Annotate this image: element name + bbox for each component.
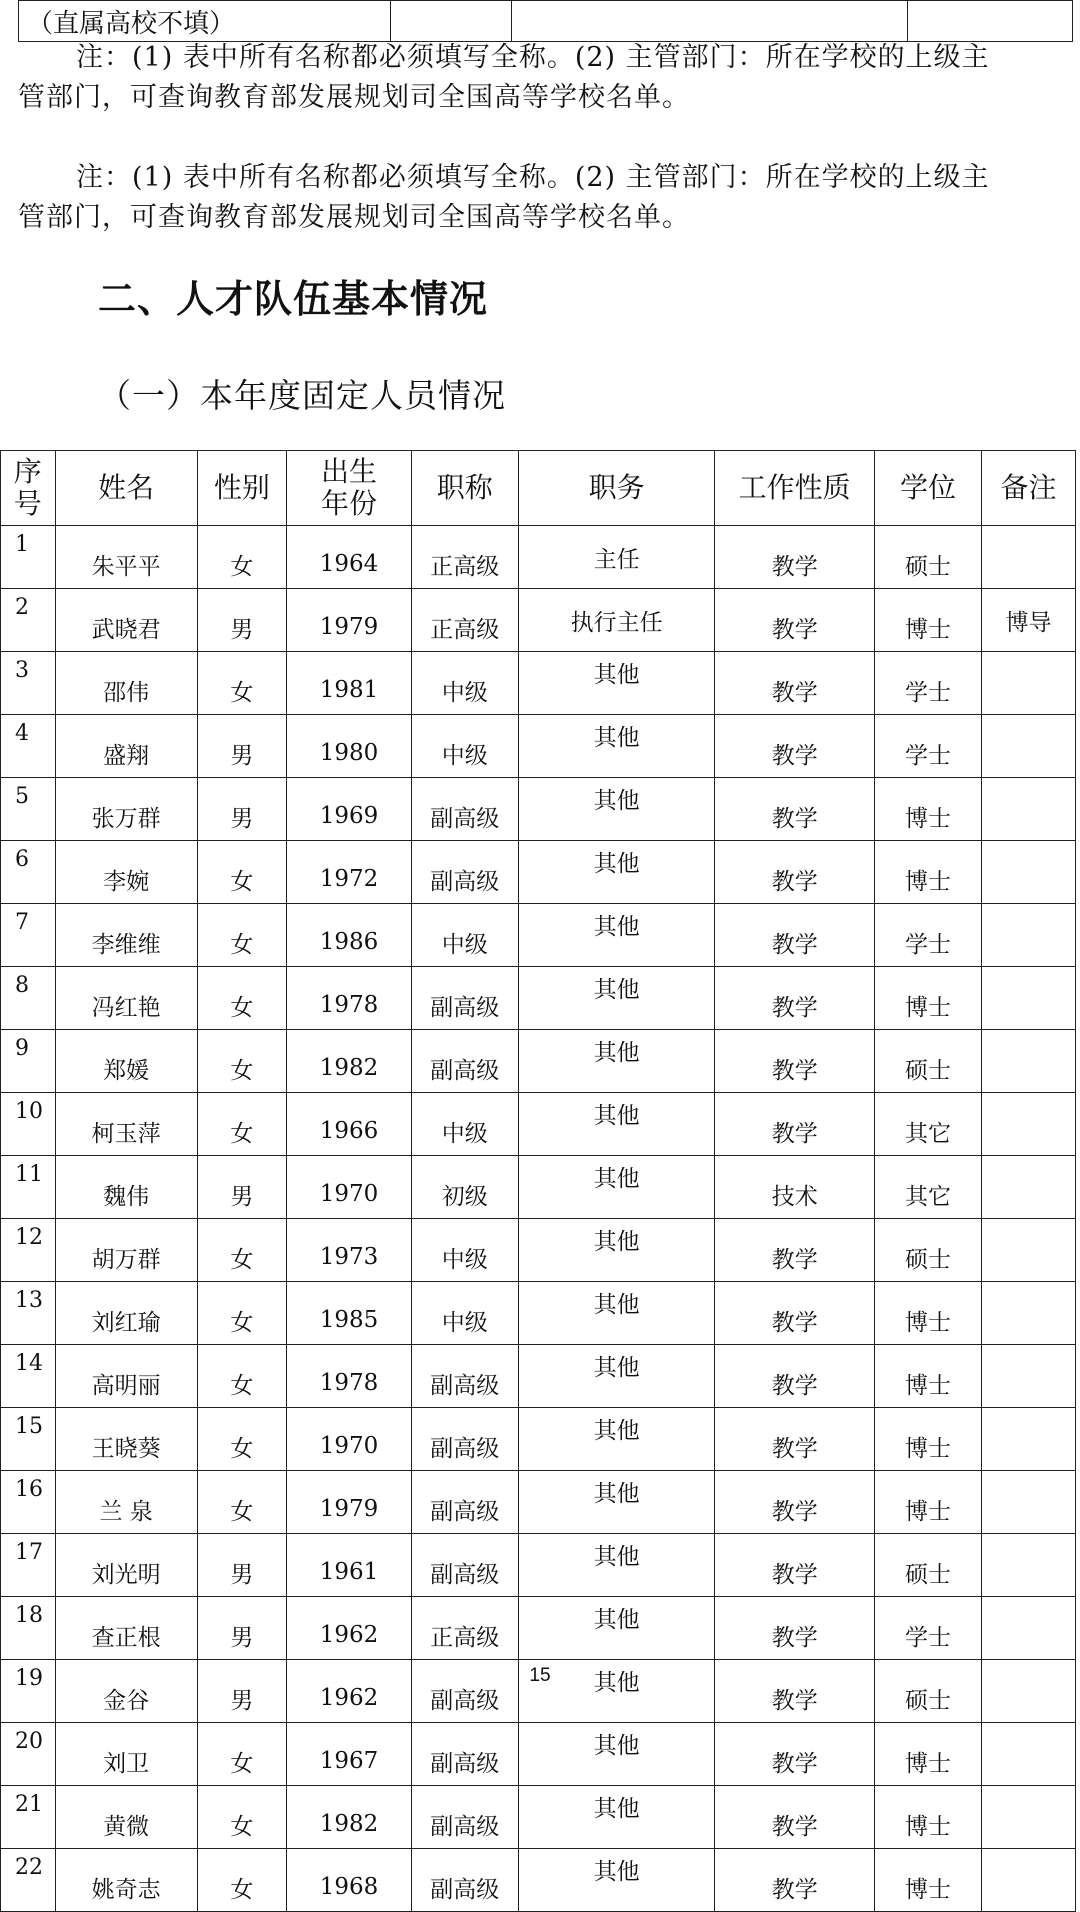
cell-name: 胡万群 xyxy=(55,1219,197,1282)
cell-degree: 硕士 xyxy=(874,1030,981,1093)
table-row xyxy=(1,1282,1076,1345)
cell-gender: 男 xyxy=(197,1156,287,1219)
cell-name: 刘卫 xyxy=(55,1723,197,1786)
cell-title: 中级 xyxy=(411,1282,518,1345)
cell-name: 郑媛 xyxy=(55,1030,197,1093)
cell-index: 21 xyxy=(1,1786,56,1849)
cell-name: 朱平平 xyxy=(55,526,197,589)
cell-remark xyxy=(982,1030,1076,1093)
cell-degree: 博士 xyxy=(874,967,981,1030)
cell-gender: 女 xyxy=(197,1219,287,1282)
table-row xyxy=(1,526,1076,589)
table-row xyxy=(1,904,1076,967)
cell-name: 刘光明 xyxy=(55,1534,197,1597)
cell-work-type: 教学 xyxy=(715,1723,875,1786)
table-row xyxy=(1,1597,1076,1660)
cell-birth-year: 1970 xyxy=(287,1408,412,1471)
cell-index: 10 xyxy=(1,1093,56,1156)
cell-index: 5 xyxy=(1,778,56,841)
cell-gender: 女 xyxy=(197,1030,287,1093)
cell-position: 其他 xyxy=(518,967,715,1030)
cell-work-type: 教学 xyxy=(715,652,875,715)
cell-remark xyxy=(982,778,1076,841)
cell-index: 4 xyxy=(1,715,56,778)
cell-work-type: 教学 xyxy=(715,778,875,841)
cell-name: 李婉 xyxy=(55,841,197,904)
cell-title: 正高级 xyxy=(411,1597,518,1660)
cell-birth-year: 1970 xyxy=(287,1156,412,1219)
cell-title: 中级 xyxy=(411,652,518,715)
cell-gender: 女 xyxy=(197,652,287,715)
cell-degree: 博士 xyxy=(874,1849,981,1912)
cell-position: 其他 xyxy=(518,1408,715,1471)
cell-title: 初级 xyxy=(411,1156,518,1219)
cell-name: 冯红艳 xyxy=(55,967,197,1030)
cell-index: 19 xyxy=(1,1660,56,1723)
cell-remark xyxy=(982,1849,1076,1912)
cell-index: 9 xyxy=(1,1030,56,1093)
cell-name: 魏伟 xyxy=(55,1156,197,1219)
cell-index: 15 xyxy=(1,1408,56,1471)
cell-title: 副高级 xyxy=(411,1534,518,1597)
subsection-title: （一）本年度固定人员情况 xyxy=(98,376,506,415)
cell-work-type: 教学 xyxy=(715,715,875,778)
cell-birth-year: 1981 xyxy=(287,652,412,715)
cell-name: 姚奇志 xyxy=(55,1849,197,1912)
note-paragraph-1 xyxy=(18,38,1068,118)
cell-degree: 博士 xyxy=(874,589,981,652)
cell-index: 20 xyxy=(1,1723,56,1786)
cell-position: 其他 xyxy=(518,1471,715,1534)
note-line-1: 注：(1) 表中所有名称都必须填写全称。(2) 主管部门：所在学校的上级主 xyxy=(76,162,990,193)
cell-gender: 女 xyxy=(197,1093,287,1156)
cell-index: 22 xyxy=(1,1849,56,1912)
table-row xyxy=(1,1534,1076,1597)
table-row xyxy=(1,841,1076,904)
cell-birth-year: 1972 xyxy=(287,841,412,904)
cell-index: 2 xyxy=(1,589,56,652)
note-paragraph-2 xyxy=(18,158,1068,238)
cell-remark xyxy=(982,1786,1076,1849)
cell-degree: 学士 xyxy=(874,904,981,967)
cell-position: 执行主任 xyxy=(518,589,715,652)
cell-remark xyxy=(982,526,1076,589)
cell-gender: 女 xyxy=(197,1345,287,1408)
cell-remark xyxy=(982,1219,1076,1282)
cell-position: 其他 xyxy=(518,904,715,967)
col-header-index: 序 号 xyxy=(1,451,56,526)
cell-title: 副高级 xyxy=(411,1723,518,1786)
cell-index: 18 xyxy=(1,1597,56,1660)
cell-index: 16 xyxy=(1,1471,56,1534)
cell-remark xyxy=(982,1597,1076,1660)
cell-work-type: 教学 xyxy=(715,1219,875,1282)
top-table-cell-note: （直属高校不填） xyxy=(19,1,391,42)
cell-position: 其他 xyxy=(518,1345,715,1408)
cell-birth-year: 1982 xyxy=(287,1786,412,1849)
cell-position: 其他 xyxy=(518,1723,715,1786)
cell-title: 中级 xyxy=(411,1219,518,1282)
cell-position: 其他 xyxy=(518,1849,715,1912)
table-row xyxy=(1,589,1076,652)
cell-position: 其他 xyxy=(518,1282,715,1345)
table-row xyxy=(1,1345,1076,1408)
cell-remark xyxy=(982,841,1076,904)
cell-degree: 博士 xyxy=(874,1723,981,1786)
cell-gender: 男 xyxy=(197,1534,287,1597)
cell-name: 张万群 xyxy=(55,778,197,841)
cell-remark xyxy=(982,652,1076,715)
cell-degree: 学士 xyxy=(874,715,981,778)
cell-work-type: 教学 xyxy=(715,1408,875,1471)
table-row xyxy=(1,1156,1076,1219)
cell-degree: 硕士 xyxy=(874,1660,981,1723)
top-table-cell xyxy=(390,1,511,42)
cell-title: 副高级 xyxy=(411,1660,518,1723)
cell-birth-year: 1961 xyxy=(287,1534,412,1597)
cell-degree: 博士 xyxy=(874,1345,981,1408)
note-line-2: 管部门，可查询教育部发展规划司全国高等学校名单。 xyxy=(18,202,690,233)
col-header-gender: 性别 xyxy=(197,451,287,526)
cell-title: 副高级 xyxy=(411,778,518,841)
cell-birth-year: 1980 xyxy=(287,715,412,778)
cell-position: 其他 xyxy=(518,841,715,904)
col-header-name: 姓名 xyxy=(55,451,197,526)
cell-work-type: 教学 xyxy=(715,1282,875,1345)
cell-work-type: 教学 xyxy=(715,1471,875,1534)
cell-remark xyxy=(982,904,1076,967)
cell-gender: 男 xyxy=(197,589,287,652)
table-row xyxy=(1,1093,1076,1156)
cell-remark: 博导 xyxy=(982,589,1076,652)
cell-name: 王晓葵 xyxy=(55,1408,197,1471)
cell-birth-year: 1973 xyxy=(287,1219,412,1282)
col-header-position: 职务 xyxy=(518,451,715,526)
cell-name: 兰 泉 xyxy=(55,1471,197,1534)
cell-title: 副高级 xyxy=(411,1030,518,1093)
cell-degree: 博士 xyxy=(874,841,981,904)
cell-work-type: 教学 xyxy=(715,1534,875,1597)
cell-position: 其他 xyxy=(518,1156,715,1219)
cell-name: 邵伟 xyxy=(55,652,197,715)
cell-name: 金谷 xyxy=(55,1660,197,1723)
cell-index: 6 xyxy=(1,841,56,904)
cell-title: 副高级 xyxy=(411,1345,518,1408)
staff-table xyxy=(0,450,1076,1912)
table-row xyxy=(1,967,1076,1030)
cell-index: 14 xyxy=(1,1345,56,1408)
cell-birth-year: 1978 xyxy=(287,967,412,1030)
cell-work-type: 教学 xyxy=(715,967,875,1030)
cell-work-type: 教学 xyxy=(715,589,875,652)
col-header-title: 职称 xyxy=(411,451,518,526)
cell-position: 其他 xyxy=(518,652,715,715)
cell-position: 其他 xyxy=(518,1093,715,1156)
cell-work-type: 教学 xyxy=(715,841,875,904)
cell-index: 11 xyxy=(1,1156,56,1219)
col-header-birth-year: 出生 年份 xyxy=(287,451,412,526)
cell-remark xyxy=(982,1345,1076,1408)
cell-title: 副高级 xyxy=(411,841,518,904)
cell-work-type: 教学 xyxy=(715,1345,875,1408)
cell-name: 柯玉萍 xyxy=(55,1093,197,1156)
cell-gender: 女 xyxy=(197,526,287,589)
page-number: 15 xyxy=(529,1665,551,1686)
cell-degree: 硕士 xyxy=(874,1219,981,1282)
cell-degree: 博士 xyxy=(874,1282,981,1345)
cell-position: 主任 xyxy=(518,526,715,589)
table-row xyxy=(1,715,1076,778)
cell-remark xyxy=(982,967,1076,1030)
cell-name: 武晓君 xyxy=(55,589,197,652)
table-row xyxy=(1,778,1076,841)
cell-name: 刘红瑜 xyxy=(55,1282,197,1345)
cell-birth-year: 1986 xyxy=(287,904,412,967)
cell-title: 副高级 xyxy=(411,1408,518,1471)
cell-degree: 其它 xyxy=(874,1156,981,1219)
cell-title: 中级 xyxy=(411,1093,518,1156)
cell-remark xyxy=(982,1093,1076,1156)
cell-index: 12 xyxy=(1,1219,56,1282)
cell-work-type: 教学 xyxy=(715,1597,875,1660)
section-title: 二、人才队伍基本情况 xyxy=(98,277,489,321)
cell-birth-year: 1969 xyxy=(287,778,412,841)
cell-degree: 博士 xyxy=(874,778,981,841)
cell-birth-year: 1962 xyxy=(287,1597,412,1660)
cell-position: 其他 xyxy=(518,715,715,778)
table-row xyxy=(1,652,1076,715)
cell-title: 副高级 xyxy=(411,1786,518,1849)
cell-gender: 女 xyxy=(197,1282,287,1345)
cell-work-type: 教学 xyxy=(715,1849,875,1912)
cell-work-type: 教学 xyxy=(715,1660,875,1723)
table-row xyxy=(1,1849,1076,1912)
cell-degree: 硕士 xyxy=(874,526,981,589)
cell-birth-year: 1964 xyxy=(287,526,412,589)
cell-title: 中级 xyxy=(411,715,518,778)
cell-title: 正高级 xyxy=(411,526,518,589)
cell-degree: 学士 xyxy=(874,1597,981,1660)
cell-remark xyxy=(982,715,1076,778)
cell-degree: 博士 xyxy=(874,1471,981,1534)
cell-gender: 女 xyxy=(197,1408,287,1471)
cell-index: 7 xyxy=(1,904,56,967)
cell-work-type: 教学 xyxy=(715,1030,875,1093)
cell-name: 李维维 xyxy=(55,904,197,967)
cell-gender: 女 xyxy=(197,904,287,967)
cell-gender: 男 xyxy=(197,1597,287,1660)
cell-index: 3 xyxy=(1,652,56,715)
cell-gender: 女 xyxy=(197,1723,287,1786)
cell-name: 查正根 xyxy=(55,1597,197,1660)
cell-position: 其他 xyxy=(518,1660,715,1723)
cell-position: 其他 xyxy=(518,1597,715,1660)
cell-name: 盛翔 xyxy=(55,715,197,778)
note-line-1: 注：(1) 表中所有名称都必须填写全称。(2) 主管部门：所在学校的上级主 xyxy=(76,42,990,73)
cell-work-type: 教学 xyxy=(715,1786,875,1849)
cell-birth-year: 1978 xyxy=(287,1345,412,1408)
cell-position: 其他 xyxy=(518,1534,715,1597)
cell-index: 8 xyxy=(1,967,56,1030)
cell-degree: 硕士 xyxy=(874,1534,981,1597)
cell-birth-year: 1982 xyxy=(287,1030,412,1093)
cell-position: 其他 xyxy=(518,778,715,841)
table-row xyxy=(1,1219,1076,1282)
cell-remark xyxy=(982,1471,1076,1534)
col-header-work-type: 工作性质 xyxy=(715,451,875,526)
cell-remark xyxy=(982,1408,1076,1471)
note-line-2: 管部门，可查询教育部发展规划司全国高等学校名单。 xyxy=(18,82,690,113)
table-row xyxy=(1,1030,1076,1093)
cell-gender: 女 xyxy=(197,1849,287,1912)
table-row xyxy=(1,1723,1076,1786)
cell-title: 副高级 xyxy=(411,1849,518,1912)
cell-remark xyxy=(982,1282,1076,1345)
cell-position: 其他 xyxy=(518,1219,715,1282)
cell-index: 1 xyxy=(1,526,56,589)
cell-work-type: 教学 xyxy=(715,904,875,967)
table-row xyxy=(1,1471,1076,1534)
cell-title: 副高级 xyxy=(411,967,518,1030)
cell-index: 13 xyxy=(1,1282,56,1345)
cell-gender: 男 xyxy=(197,778,287,841)
cell-remark xyxy=(982,1156,1076,1219)
cell-title: 中级 xyxy=(411,904,518,967)
cell-title: 副高级 xyxy=(411,1471,518,1534)
cell-remark xyxy=(982,1723,1076,1786)
cell-gender: 女 xyxy=(197,967,287,1030)
cell-position: 其他 xyxy=(518,1786,715,1849)
cell-birth-year: 1966 xyxy=(287,1093,412,1156)
cell-degree: 其它 xyxy=(874,1093,981,1156)
cell-birth-year: 1967 xyxy=(287,1723,412,1786)
col-header-degree: 学位 xyxy=(874,451,981,526)
cell-degree: 学士 xyxy=(874,652,981,715)
cell-index: 17 xyxy=(1,1534,56,1597)
cell-work-type: 教学 xyxy=(715,526,875,589)
cell-gender: 女 xyxy=(197,1786,287,1849)
cell-birth-year: 1979 xyxy=(287,1471,412,1534)
cell-gender: 男 xyxy=(197,1660,287,1723)
cell-birth-year: 1962 xyxy=(287,1660,412,1723)
table-row xyxy=(1,1786,1076,1849)
cell-birth-year: 1985 xyxy=(287,1282,412,1345)
cell-gender: 女 xyxy=(197,1471,287,1534)
cell-title: 正高级 xyxy=(411,589,518,652)
table-row xyxy=(1,1408,1076,1471)
cell-work-type: 教学 xyxy=(715,1093,875,1156)
cell-remark xyxy=(982,1534,1076,1597)
cell-name: 黄微 xyxy=(55,1786,197,1849)
cell-name: 高明丽 xyxy=(55,1345,197,1408)
cell-birth-year: 1979 xyxy=(287,589,412,652)
cell-birth-year: 1968 xyxy=(287,1849,412,1912)
table-body xyxy=(1,526,1076,1912)
top-table-cell xyxy=(512,1,908,42)
cell-gender: 男 xyxy=(197,715,287,778)
table-header-row xyxy=(1,451,1076,526)
top-table-cell xyxy=(908,1,1073,42)
cell-gender: 女 xyxy=(197,841,287,904)
cell-position: 其他 xyxy=(518,1030,715,1093)
cell-degree: 博士 xyxy=(874,1408,981,1471)
col-header-remark: 备注 xyxy=(982,451,1076,526)
cell-degree: 博士 xyxy=(874,1786,981,1849)
table-row xyxy=(19,1,1073,42)
cell-work-type: 技术 xyxy=(715,1156,875,1219)
top-partial-table xyxy=(18,0,1073,42)
